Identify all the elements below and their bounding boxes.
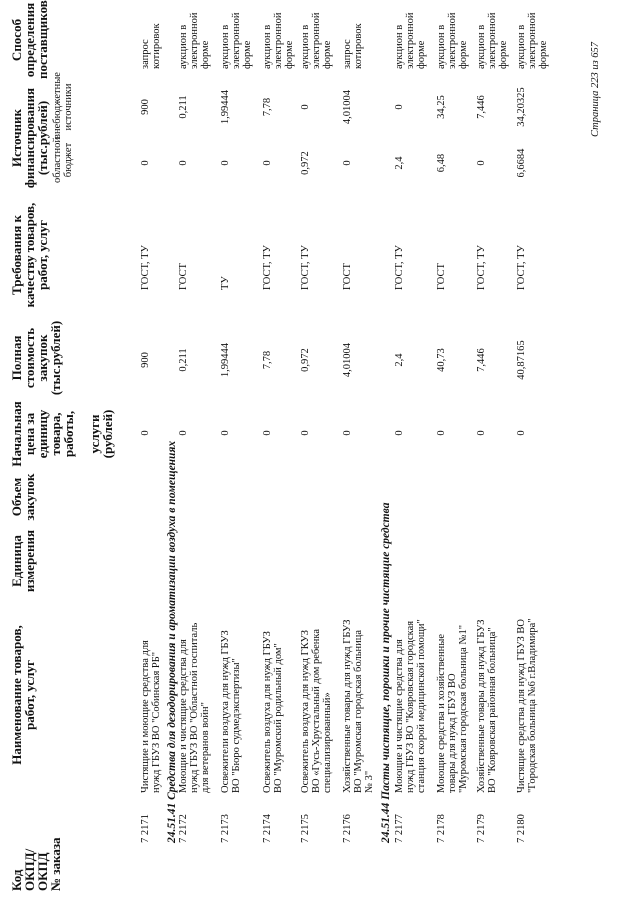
row-total: 0,972 [300, 348, 311, 372]
row-method-line: электронной [527, 12, 538, 69]
row-name-line: товары для нужд ГБУЗ ВО [447, 673, 458, 793]
row-name [262, 593, 284, 793]
row-name-line: Чистящие и моющие средства для [140, 640, 151, 793]
row-requirements: ГОСТ, ТУ [476, 245, 487, 290]
row-method [178, 0, 211, 69]
header-volume-line: закупок [22, 473, 37, 521]
row-name [342, 593, 375, 793]
row-extra-budget: 0 [300, 104, 311, 110]
row-total: 7,446 [476, 348, 487, 372]
row-total: 2,4 [394, 353, 405, 367]
header-price-line: (рублей) [100, 409, 115, 459]
header-code-line: ОКПД/ [22, 848, 37, 891]
row-price: 0 [300, 430, 311, 436]
header-source-line: (тыс.рублей) [35, 100, 50, 176]
header-method-line: определения [22, 2, 37, 78]
row-requirements: ГОСТ [178, 263, 189, 290]
header-sub-line: областной [52, 137, 63, 183]
row-name-line: "Муромская городская больница №1" [458, 624, 469, 793]
row-total: 7,78 [262, 350, 273, 370]
row-name-line: нужд ГБУЗ ВО "Ковровская городская [405, 620, 416, 793]
row-code: 7 2171 [140, 814, 151, 843]
row-regional-budget: 0,972 [300, 151, 311, 175]
header-req-line: качеству товаров, [22, 202, 37, 308]
row-code: 7 2175 [300, 814, 311, 843]
row-extra-budget: 1,99444 [220, 89, 231, 125]
row-extra-budget: 7,446 [476, 95, 487, 119]
row-name-line: ВО "Муромский родильный дом" [273, 643, 284, 793]
row-name-line: Моющие и чистящие средства для [394, 639, 405, 793]
row-method-line: запрос [140, 39, 151, 69]
row-requirements: ГОСТ [436, 263, 447, 290]
header-name [10, 595, 36, 795]
row-method-line: форме [284, 40, 295, 69]
row-name-line: "Городская больница №6 г.Владимира" [527, 618, 538, 793]
header-unit [10, 527, 36, 595]
row-extra-budget: 0 [394, 104, 405, 110]
row-method-line: форме [200, 40, 211, 69]
row-extra-budget: 34,25 [436, 95, 447, 119]
row-method-line: форме [322, 40, 333, 69]
header-code-line: № заказа [48, 837, 63, 891]
row-name-line: Моющие и чистящие средства для [178, 639, 189, 793]
row-method-line: аукцион в [476, 24, 487, 69]
section-heading: 24.51.41 Средства для дезодорирования и ароматизации воздуха в помещениях [166, 440, 178, 843]
row-regional-budget: 6,48 [436, 153, 447, 173]
row-extra-budget: 0,211 [178, 95, 189, 119]
row-name-line: Чистящие средства для нужд ГБУЗ ВО [516, 619, 527, 793]
header-total-line: (тыс.рублей) [48, 320, 63, 396]
header-total-line: стоимость [22, 327, 37, 389]
row-price: 0 [394, 430, 405, 436]
row-name-line: № 3" [364, 770, 375, 793]
row-method-line: форме [458, 40, 469, 69]
row-regional-budget: 2,4 [394, 156, 405, 170]
row-code: 7 2177 [394, 814, 405, 843]
row-code: 7 2173 [220, 814, 231, 843]
row-price: 0 [178, 430, 189, 436]
row-method-line: котировок [353, 23, 364, 69]
row-requirements: ГОСТ, ТУ [516, 245, 527, 290]
row-method-line: электронной [447, 12, 458, 69]
row-method-line: аукцион в [394, 24, 405, 69]
row-method-line: электронной [189, 12, 200, 69]
row-price: 0 [262, 430, 273, 436]
header-unit-line: измерения [22, 529, 37, 593]
row-method [342, 0, 364, 69]
row-method [262, 0, 295, 69]
header-sub-line: источники [63, 83, 74, 131]
row-regional-budget: 0 [220, 160, 231, 166]
row-method [436, 0, 469, 69]
row-regional-budget: 6,6684 [516, 148, 527, 178]
row-method-line: аукцион в [220, 24, 231, 69]
row-method [476, 0, 509, 69]
row-code: 7 2180 [516, 814, 527, 843]
row-code: 7 2172 [178, 814, 189, 843]
row-requirements: ГОСТ [342, 263, 353, 290]
row-extra-budget: 900 [140, 99, 151, 115]
row-total: 900 [140, 352, 151, 368]
header-price-line: работы, [61, 410, 76, 458]
header-price-line: услуги [87, 414, 102, 454]
row-name-line: ВО "Ковровская районная больница" [487, 627, 498, 793]
header-volume [10, 467, 36, 527]
row-name [220, 593, 242, 793]
header-price-line: товара, [48, 412, 63, 456]
header-regional-budget [52, 133, 74, 187]
row-price: 0 [476, 430, 487, 436]
header-code-line: ОКПД [35, 852, 50, 891]
row-requirements: ТУ [220, 276, 231, 290]
header-volume-line: Объем [9, 477, 24, 517]
header-source [10, 83, 49, 193]
row-method-line: форме [498, 40, 509, 69]
row-total: 40,87165 [516, 340, 527, 380]
row-name-line: Хозяйственные товары для нужд ГБУЗ [342, 619, 353, 793]
header-extra-budget [52, 72, 74, 139]
row-method-line: аукцион в [262, 24, 273, 69]
row-name-line: станция скорой медицинской помощи" [416, 619, 427, 793]
header-price [10, 401, 114, 467]
row-method-line: электронной [311, 12, 322, 69]
row-name [516, 593, 538, 793]
row-total: 1,99444 [220, 342, 231, 378]
row-price: 0 [516, 430, 527, 436]
row-name-line: Хозяйственные товары для нужд ГБУЗ [476, 619, 487, 793]
header-price-line: единицу [35, 409, 50, 459]
row-method-line: форме [538, 40, 549, 69]
row-method-line: котировок [151, 23, 162, 69]
row-price: 0 [436, 430, 447, 436]
row-name-line: ВО «Гусь-Хрустальный дом ребенка [311, 628, 322, 793]
row-code: 7 2178 [436, 814, 447, 843]
row-name-line: специализированный» [322, 692, 333, 793]
row-code: 7 2174 [262, 814, 273, 843]
header-price-line: цена за [22, 412, 37, 456]
row-method-line: электронной [231, 12, 242, 69]
row-method-line: аукцион в [300, 24, 311, 69]
row-method-line: аукцион в [436, 24, 447, 69]
row-code: 7 2179 [476, 814, 487, 843]
row-method-line: электронной [273, 12, 284, 69]
row-method-line: форме [242, 40, 253, 69]
row-regional-budget: 0 [476, 160, 487, 166]
header-requirements [10, 195, 49, 315]
row-regional-budget: 0 [262, 160, 273, 166]
row-price: 0 [220, 430, 231, 436]
row-name-line: нужд ГБУЗ ВО "Собинская РБ" [151, 651, 162, 793]
header-sub-line: внебюджетные [52, 72, 63, 139]
header-unit-line: Единица [9, 535, 24, 587]
row-requirements: ГОСТ, ТУ [140, 245, 151, 290]
row-name-line: ВО "Муромская городская больница [353, 629, 364, 793]
section-heading: 24.51.44 Пасты чистящие, порошки и прочие чистящие средства [380, 502, 392, 843]
row-extra-budget: 4,01004 [342, 89, 353, 125]
row-requirements: ГОСТ, ТУ [300, 245, 311, 290]
header-total-line: закупок [35, 334, 50, 382]
row-method-line: электронной [487, 12, 498, 69]
header-source-line: финансирования [22, 87, 37, 189]
header-method [10, 1, 49, 79]
page-number: Страница 223 из 657 [590, 41, 601, 137]
row-name [436, 593, 469, 793]
row-method-line: запрос [342, 39, 353, 69]
row-name-line: Освежители воздуха для нужд ГБУЗ [220, 630, 231, 793]
header-name-line: работ, услуг [22, 660, 37, 730]
row-name [394, 593, 427, 793]
row-method [220, 0, 253, 69]
header-req-line: работ, услуг [35, 220, 50, 290]
row-name-line: ВО "Бюро судмедэкспертизы" [231, 658, 242, 793]
row-method [140, 0, 162, 69]
header-name-line: Наименование товаров, [9, 625, 24, 765]
row-regional-budget: 0 [342, 160, 353, 166]
row-total: 4,01004 [342, 342, 353, 378]
header-source-line: Источник [9, 108, 24, 168]
header-code-line: Код [9, 869, 24, 891]
row-name-line: для ветеранов войн" [200, 702, 211, 793]
row-name-line: Моющие средства и хозяйственные [436, 634, 447, 793]
row-regional-budget: 0 [178, 160, 189, 166]
header-method-line: поставщиков [35, 0, 50, 79]
header-total-line: Полная [9, 335, 24, 381]
row-method [300, 0, 333, 69]
row-total: 40,73 [436, 348, 447, 372]
header-method-line: Способ [9, 18, 24, 62]
row-method-line: аукцион в [178, 24, 189, 69]
row-requirements: ГОСТ, ТУ [394, 245, 405, 290]
row-extra-budget: 34,20325 [516, 87, 527, 127]
header-code [10, 829, 62, 891]
row-method-line: аукцион в [516, 24, 527, 69]
row-method [394, 0, 427, 69]
row-name [178, 593, 211, 793]
row-code: 7 2176 [342, 814, 353, 843]
row-regional-budget: 0 [140, 160, 151, 166]
row-name [300, 593, 333, 793]
row-name [140, 593, 162, 793]
row-extra-budget: 7,78 [262, 97, 273, 117]
header-sub-line: бюджет [63, 142, 74, 178]
row-name-line: Освежитель воздуха для нужд ГКУЗ [300, 629, 311, 793]
row-method-line: форме [416, 40, 427, 69]
row-name-line: Освежитель воздуха для нужд ГБУЗ [262, 631, 273, 793]
header-price-line: Начальная [9, 401, 24, 467]
row-price: 0 [342, 430, 353, 436]
row-method [516, 0, 549, 69]
row-total: 0,211 [178, 348, 189, 372]
row-name-line: нужд ГБУЗ ВО "Областной госпиталь [189, 622, 200, 793]
row-method-line: электронной [405, 12, 416, 69]
row-price: 0 [140, 430, 151, 436]
row-requirements: ГОСТ, ТУ [262, 245, 273, 290]
row-name [476, 593, 498, 793]
header-total [10, 315, 62, 401]
header-req-line: Требования к [9, 215, 24, 295]
